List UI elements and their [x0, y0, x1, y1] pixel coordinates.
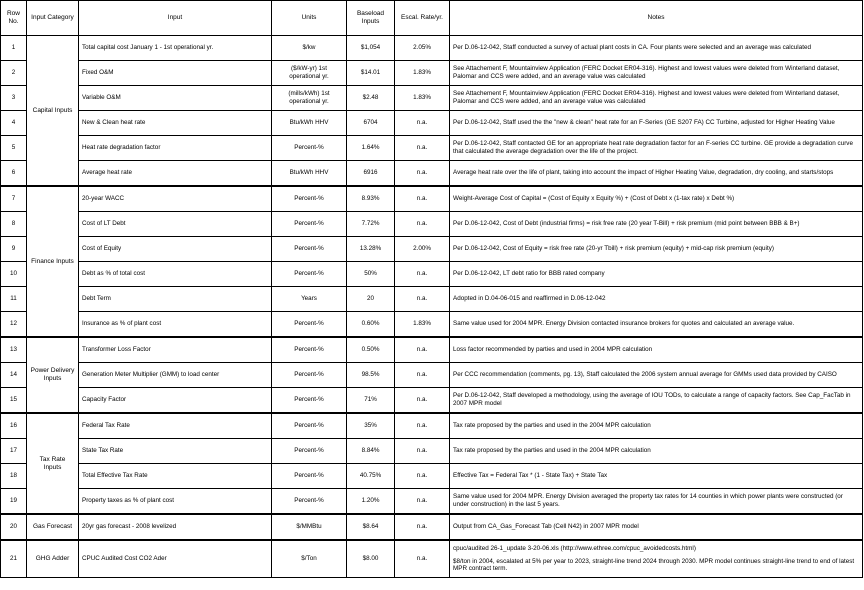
row-number: 16: [1, 413, 27, 439]
table-row: [1, 36, 863, 61]
units: Percent-%: [272, 312, 347, 338]
baseload-value: 6704: [347, 111, 395, 136]
input-name: New & Clean heat rate: [79, 111, 272, 136]
table-row: [1, 514, 863, 540]
units: $/kw: [272, 36, 347, 61]
table-row: [1, 111, 863, 136]
table-row: [1, 161, 863, 187]
row-number: 20: [1, 514, 27, 540]
table-row: [1, 212, 863, 237]
row-number: 12: [1, 312, 27, 338]
category-capital: Capital Inputs: [27, 36, 79, 187]
input-name: Federal Tax Rate: [79, 413, 272, 439]
baseload-value: 8.93%: [347, 186, 395, 212]
header-baseload: Baseload Inputs: [347, 1, 395, 36]
notes: Loss factor recommended by parties and used in 2004 MPR calculation: [450, 337, 863, 363]
units: $/Ton: [272, 540, 347, 578]
row-number: 4: [1, 111, 27, 136]
table-row: [1, 413, 863, 439]
table-row: [1, 136, 863, 161]
input-name: Capacity Factor: [79, 388, 272, 414]
table-row: [1, 287, 863, 312]
input-name: Total capital cost January 1 - 1st operational yr.: [79, 36, 272, 61]
baseload-value: $2.48: [347, 86, 395, 111]
header-row: [1, 1, 863, 36]
baseload-value: 1.20%: [347, 489, 395, 515]
units: Percent-%: [272, 489, 347, 515]
input-name: Average heat rate: [79, 161, 272, 187]
escal-rate: n.a.: [395, 212, 450, 237]
escal-rate: 1.83%: [395, 61, 450, 86]
baseload-value: 7.72%: [347, 212, 395, 237]
table-row: [1, 186, 863, 212]
notes: Tax rate proposed by the parties and used in the 2004 MPR calculation: [450, 413, 863, 439]
notes: Adopted in D.04-06-015 and reaffirmed in D.06-12-042: [450, 287, 863, 312]
notes: Per D.06-12-042, Cost of Equity = risk free rate (20-yr Tbill) + risk premium (equity) + mid-cap risk premium (equity): [450, 237, 863, 262]
input-name: Total Effective Tax Rate: [79, 464, 272, 489]
row-number: 3: [1, 86, 27, 111]
notes: Per D.06-12-042, Staff developed a methodology, using the average of IOU TODs, to calculate a range of capacity factors. See Cap_FacTab in 2007 MPR model: [450, 388, 863, 414]
notes: Per CCC recommendation (comments, pg. 13), Staff calculated the 2006 system annual average for GMMs used data provided by CAISO: [450, 363, 863, 388]
escal-rate: n.a.: [395, 186, 450, 212]
input-name: Transformer Loss Factor: [79, 337, 272, 363]
escal-rate: n.a.: [395, 337, 450, 363]
category-gas-forecast: Gas Forecast: [27, 514, 79, 540]
category-ghg-adder: GHG Adder: [27, 540, 79, 578]
escal-rate: 2.05%: [395, 36, 450, 61]
baseload-value: $8.00: [347, 540, 395, 578]
units: Percent-%: [272, 337, 347, 363]
notes-line-1: cpuc/audited 26-1_update 3-20-06.xls (http://www.ethree.com/cpuc_avoidedcosts.html): [453, 544, 696, 552]
row-number: 19: [1, 489, 27, 515]
notes: See Attachement F, Mountainview Application (FERC Docket ER04-316). Highest and lowest values were deleted from Winterland dataset, Palomar and CCS were added, and an average value was calculated: [450, 61, 863, 86]
table-row: [1, 439, 863, 464]
units: Btu/kWh HHV: [272, 111, 347, 136]
row-number: 17: [1, 439, 27, 464]
units: ($/kW-yr) 1st operational yr.: [272, 61, 347, 86]
input-name: Fixed O&M: [79, 61, 272, 86]
baseload-value: $1,054: [347, 36, 395, 61]
header-notes: Notes: [450, 1, 863, 36]
table-row: [1, 61, 863, 86]
row-number: 13: [1, 337, 27, 363]
table-row: [1, 489, 863, 515]
input-name: Heat rate degradation factor: [79, 136, 272, 161]
table-row: [1, 237, 863, 262]
category-tax-rate: Tax Rate Inputs: [27, 413, 79, 514]
input-name: 20-year WACC: [79, 186, 272, 212]
row-number: 6: [1, 161, 27, 187]
row-number: 5: [1, 136, 27, 161]
input-name: Generation Meter Multiplier (GMM) to load center: [79, 363, 272, 388]
input-name: 20yr gas forecast - 2008 levelized: [79, 514, 272, 540]
row-number: 2: [1, 61, 27, 86]
row-number: 1: [1, 36, 27, 61]
row-number: 11: [1, 287, 27, 312]
baseload-value: 8.84%: [347, 439, 395, 464]
escal-rate: 1.83%: [395, 312, 450, 338]
notes: See Attachement F, Mountainview Application (FERC Docket ER04-316). Highest and lowest values were deleted from Winterland dataset, Palomar and CCS were added, and an average value was calculated: [450, 86, 863, 111]
units: Percent-%: [272, 262, 347, 287]
notes: Per D.06-12-042, Staff contacted GE for an appropriate heat rate degradation factor for an F-series CC turbine. GE provide a degradation curve that calculated the average degradation over the life of the project.: [450, 136, 863, 161]
escal-rate: 1.83%: [395, 86, 450, 111]
notes: Tax rate proposed by the parties and used in the 2004 MPR calculation: [450, 439, 863, 464]
units: Percent-%: [272, 212, 347, 237]
row-number: 21: [1, 540, 27, 578]
input-name: Variable O&M: [79, 86, 272, 111]
table-row: [1, 540, 863, 578]
baseload-value: 13.28%: [347, 237, 395, 262]
units: $/MMBtu: [272, 514, 347, 540]
header-units: Units: [272, 1, 347, 36]
escal-rate: n.a.: [395, 540, 450, 578]
escal-rate: n.a.: [395, 514, 450, 540]
baseload-value: 6916: [347, 161, 395, 187]
table-row: [1, 464, 863, 489]
input-name: Insurance as % of plant cost: [79, 312, 272, 338]
notes-line-2: $8/ton in 2004, escalated at 5% per year to 2023, straight-line trend 2024 through 2030. MPR model continues straight-line trend to end of latest MPR contract term.: [453, 557, 855, 573]
row-number: 18: [1, 464, 27, 489]
units: Percent-%: [272, 413, 347, 439]
input-name: Debt as % of total cost: [79, 262, 272, 287]
notes: Same value used for 2004 MPR. Energy Division contacted insurance brokers for quotes and calculated an average value.: [450, 312, 863, 338]
baseload-value: 71%: [347, 388, 395, 414]
baseload-value: $14.01: [347, 61, 395, 86]
category-power-delivery: Power Delivery Inputs: [27, 337, 79, 413]
units: Percent-%: [272, 439, 347, 464]
escal-rate: n.a.: [395, 489, 450, 515]
input-name: Cost of LT Debt: [79, 212, 272, 237]
escal-rate: n.a.: [395, 262, 450, 287]
row-number: 15: [1, 388, 27, 414]
row-number: 10: [1, 262, 27, 287]
baseload-value: 0.50%: [347, 337, 395, 363]
baseload-value: 98.5%: [347, 363, 395, 388]
units: Percent-%: [272, 186, 347, 212]
units: Percent-%: [272, 464, 347, 489]
units: Percent-%: [272, 363, 347, 388]
row-number: 14: [1, 363, 27, 388]
notes: Average heat rate over the life of plant, taking into account the impact of Higher Heating Value, degradation, dry cooling, and starts/stops: [450, 161, 863, 187]
baseload-value: 40.75%: [347, 464, 395, 489]
baseload-value: 20: [347, 287, 395, 312]
notes: Effective Tax = Federal Tax * (1 - State Tax) + State Tax: [450, 464, 863, 489]
notes: Output from CA_Gas_Forecast Tab (Cell N42) in 2007 MPR model: [450, 514, 863, 540]
escal-rate: 2.00%: [395, 237, 450, 262]
baseload-value: $8.64: [347, 514, 395, 540]
header-category: Input Category: [27, 1, 79, 36]
units: Percent-%: [272, 136, 347, 161]
table-row: [1, 86, 863, 111]
baseload-value: 35%: [347, 413, 395, 439]
escal-rate: n.a.: [395, 439, 450, 464]
escal-rate: n.a.: [395, 111, 450, 136]
notes: [450, 540, 863, 578]
input-name: Cost of Equity: [79, 237, 272, 262]
input-name: Debt Term: [79, 287, 272, 312]
notes: Weight-Average Cost of Capital = (Cost of Equity x Equity %) + (Cost of Debt x (1-tax rate) x Debt %): [450, 186, 863, 212]
row-number: 7: [1, 186, 27, 212]
escal-rate: n.a.: [395, 464, 450, 489]
escal-rate: n.a.: [395, 388, 450, 414]
units: Btu/kWh HHV: [272, 161, 347, 187]
table-row: [1, 388, 863, 414]
table-row: [1, 312, 863, 338]
units: (mills/kWh) 1st operational yr.: [272, 86, 347, 111]
escal-rate: n.a.: [395, 413, 450, 439]
table-row: [1, 337, 863, 363]
escal-rate: n.a.: [395, 136, 450, 161]
escal-rate: n.a.: [395, 363, 450, 388]
input-name: Property taxes as % of plant cost: [79, 489, 272, 515]
units: Years: [272, 287, 347, 312]
units: Percent-%: [272, 388, 347, 414]
notes: Per D.06-12-042, LT debt ratio for BBB rated company: [450, 262, 863, 287]
row-number: 8: [1, 212, 27, 237]
baseload-value: 50%: [347, 262, 395, 287]
notes: Same value used for 2004 MPR. Energy Division averaged the property tax rates for 14 counties in which power plants were constructed (or under construction) in the last 5 years.: [450, 489, 863, 515]
header-escal: Escal. Rate/yr.: [395, 1, 450, 36]
escal-rate: n.a.: [395, 161, 450, 187]
escal-rate: n.a.: [395, 287, 450, 312]
category-finance: Finance Inputs: [27, 186, 79, 337]
notes: Per D.06-12-042, Staff conducted a survey of actual plant costs in CA. Four plants were selected and an average was calculated: [450, 36, 863, 61]
units: Percent-%: [272, 237, 347, 262]
header-input: Input: [79, 1, 272, 36]
header-row-no: Row No.: [1, 1, 27, 36]
notes: Per D.06-12-042, Staff used the the "new & clean" heat rate for an F-Series (GE S207 FA) CC Turbine, adjusted for Higher Heating Value: [450, 111, 863, 136]
row-number: 9: [1, 237, 27, 262]
input-name: CPUC Audited Cost CO2 Ader: [79, 540, 272, 578]
table-row: [1, 363, 863, 388]
notes: Per D.06-12-042, Cost of Debt (industrial firms) = risk free rate (20 year T-Bill) + risk premium (mid point between BBB & B+): [450, 212, 863, 237]
baseload-value: 0.60%: [347, 312, 395, 338]
baseload-value: 1.64%: [347, 136, 395, 161]
input-name: State Tax Rate: [79, 439, 272, 464]
table-row: [1, 262, 863, 287]
